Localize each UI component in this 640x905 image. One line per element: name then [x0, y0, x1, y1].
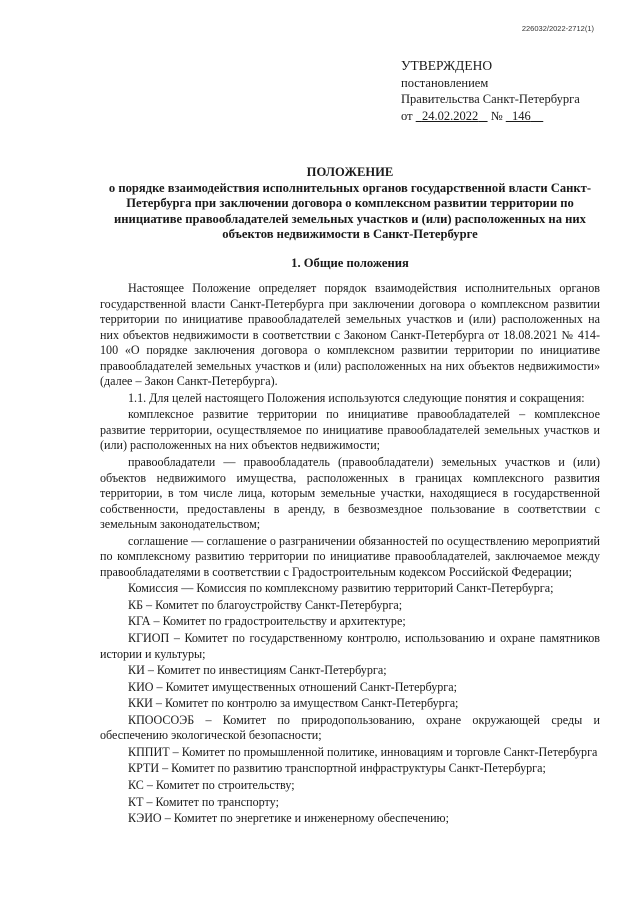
- paragraph-intro: Настоящее Положение определяет порядок взаимодействия исполнительных органов государственной власти Санкт-Петербурга при заключении договора о комплексном развитии территории по инициативе правообладателей земельных участков и (или) расположенных на них объектов недвижимости в соответствии с Законом Санкт-Петербурга от 18.08.2021 № 414-100 «О порядке заключения договора о комплексном развитии территории по инициативе правообладателей земельных участков и (или) расположенных на них объектов недвижимости» (далее – Закон Санкт-Петербурга).: [100, 281, 600, 389]
- approval-date-number: [401, 108, 621, 125]
- definition-item: КИО – Комитет имущественных отношений Санкт-Петербурга;: [128, 679, 457, 694]
- definition-item: КЭИО – Комитет по энергетике и инженерному обеспечению;: [128, 811, 449, 826]
- definition-item: КГА – Комитет по градостроительству и архитектуре;: [128, 614, 406, 629]
- definition-item: КС – Комитет по строительству;: [128, 777, 295, 792]
- definition-item: КППИТ – Комитет по промышленной политике, инновациям и торговле Санкт-Петербурга: [128, 744, 598, 759]
- definition-item: Комиссия — Комиссия по комплексному развитию территорий Санкт-Петербурга;: [128, 581, 554, 596]
- definition-item: ККИ – Комитет по контролю за имуществом Санкт-Петербурга;: [128, 696, 459, 711]
- approval-number: 146: [512, 108, 531, 123]
- definition-item: правообладатели — правообладатель (правообладатели) земельных участков и (или) объектов недвижимого имущества, расположенных в границах комплексного развития территории, в том числе лица, которым земельные участки, находящиеся в государственной собственности, предоставлены в аренду, в безвозмездное пользование в соответствии с земельным законодательством;: [100, 455, 600, 532]
- definition-item: КИ – Комитет по инвестициям Санкт-Петербурга;: [128, 663, 387, 678]
- document-title: ПОЛОЖЕНИЕ: [306, 165, 394, 179]
- approval-stamp: [401, 58, 621, 124]
- number-prefix: №: [490, 108, 503, 123]
- document-registration-number: 226032/2022-2712(1): [521, 24, 594, 33]
- approval-line-2: Правительства Санкт-Петербурга: [401, 92, 580, 106]
- document-subtitle: о порядке взаимодействия исполнительных органов государственной власти Санкт-Петербурга при заключении договора о комплексном развитии территории по инициативе правообладателей земельных участков и (или) расположенных на них объектов недвижимости в Санкт-Петербурге: [108, 180, 592, 242]
- paragraph-1-1: 1.1. Для целей настоящего Положения используются следующие понятия и сокращения:: [128, 390, 585, 405]
- definition-item: КРТИ – Комитет по развитию транспортной инфраструктуры Санкт-Петербурга;: [128, 761, 546, 776]
- approval-heading: УТВЕРЖДЕНО: [401, 58, 493, 73]
- date-prefix: от: [401, 108, 413, 123]
- definition-item: КГИОП – Комитет по государственному контролю, использованию и охране памятников истории и культуры;: [100, 631, 600, 661]
- approval-line-1: постановлением: [401, 75, 489, 90]
- definition-item: соглашение — соглашение о разграничении обязанностей по осуществлению мероприятий по комплексному развитию территории по инициативе правообладателей, заключаемое между правообладателями в соответствии с Градостроительным кодексом Российской Федерации;: [100, 533, 600, 579]
- definition-item: КБ – Комитет по благоустройству Санкт-Петербурга;: [128, 597, 403, 612]
- document-title-block: [100, 165, 600, 243]
- definition-item: КПООСОЭБ – Комитет по природопользованию, охране окружающей среды и обеспечению экологической безопасности;: [100, 712, 600, 743]
- definition-item: комплексное развитие территории по инициативе правообладателей – комплексное развитие территории, осуществляемое по инициативе правообладателей земельных участков и (или) расположенных на них объектов недвижимости;: [100, 407, 600, 453]
- document-body: [100, 281, 600, 827]
- definition-item: КТ – Комитет по транспорту;: [128, 794, 279, 809]
- section-title: 1. Общие положения: [291, 256, 409, 270]
- approval-date: 24.02.2022: [421, 108, 479, 123]
